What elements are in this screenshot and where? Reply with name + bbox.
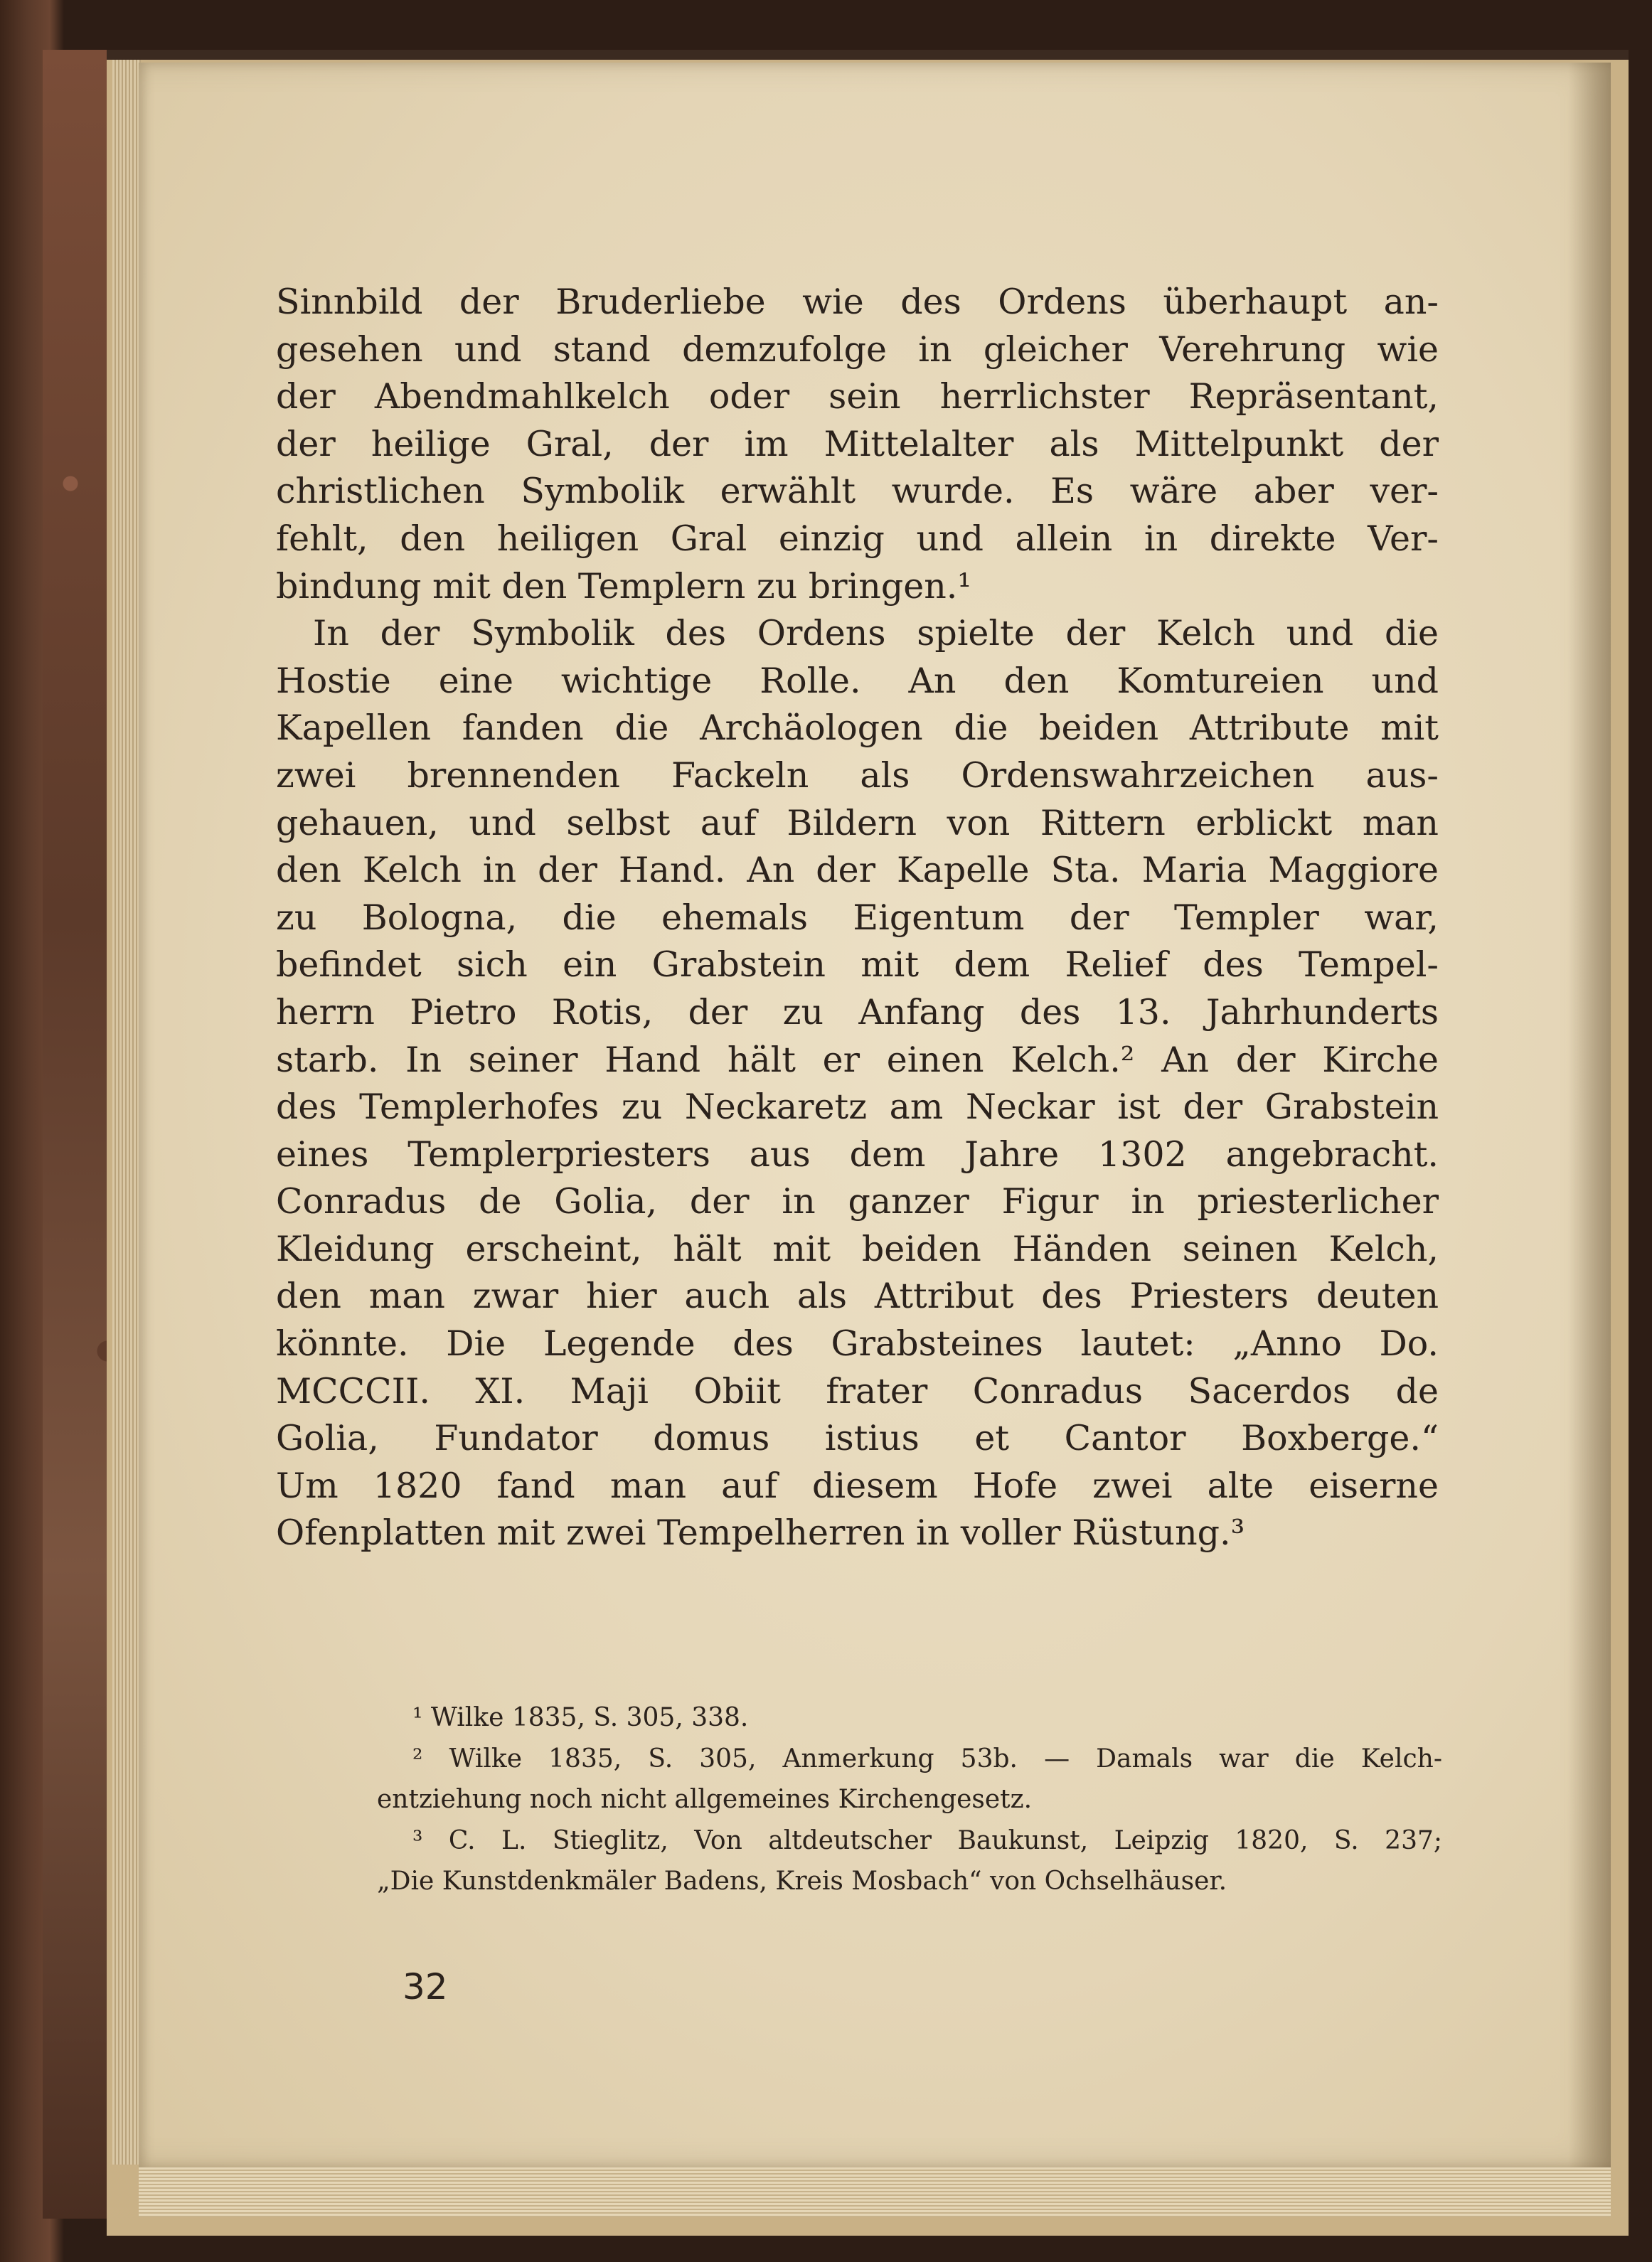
text-line: In der Symbolik des Ordens spielte der Kelch und die: [313, 613, 1439, 654]
text-line: MCCCII. XI. Maji Obiit frater Conradus Sacerdos de: [276, 1370, 1439, 1412]
text-line: christlichen Symbolik erwählt wurde. Es wäre aber ver-: [276, 471, 1439, 512]
text-line: gesehen und stand demzufolge in gleicher Verehrung wie: [276, 329, 1439, 370]
main-text: [276, 279, 1439, 1557]
text-line: den Kelch in der Hand. An der Kapelle Sta. Maria Maggiore: [276, 850, 1439, 891]
footnote-2-continued: entziehung noch nicht allgemeines Kirchengesetz.: [377, 1785, 1033, 1814]
text-line: starb. In seiner Hand hält er einen Kelch.² An der Kirche: [276, 1039, 1439, 1080]
text-line: des Templerhofes zu Neckaretz am Neckar ist der Grabstein: [276, 1087, 1439, 1128]
footnote-3-continued: „Die Kunstdenkmäler Badens, Kreis Mosbach“ von Ochselhäuser.: [377, 1867, 1227, 1896]
page-bottom-edges: [139, 2167, 1611, 2217]
text-line: Sinnbild der Bruderliebe wie des Ordens überhaupt an-: [276, 282, 1439, 322]
text-line: den man zwar hier auch als Attribut des Priesters deuten: [276, 1276, 1439, 1317]
text-line: der Abendmahlkelch oder sein herrlichster Repräsentant,: [276, 376, 1439, 417]
text-line: Um 1820 fand man auf diesem Hofe zwei alte eiserne: [276, 1465, 1439, 1506]
footnote-3: ³ C. L. Stieglitz, Von altdeutscher Baukunst, Leipzig 1820, S. 237;: [412, 1825, 1442, 1855]
text-line: Golia, Fundator domus istius et Cantor Boxberge.“: [276, 1418, 1439, 1459]
text-line: eines Templerpriesters aus dem Jahre 1302 angebracht.: [276, 1133, 1439, 1175]
gutter-shadow: [1568, 63, 1611, 2167]
text-line: Conradus de Golia, der in ganzer Figur in priesterlicher: [276, 1181, 1439, 1222]
text-line: Hostie eine wichtige Rolle. An den Komtureien und: [276, 660, 1439, 701]
text-line: Ofenplatten mit zwei Tempelherren in voller Rüstung.³: [276, 1513, 1245, 1554]
text-line: zwei brennenden Fackeln als Ordenswahrzeichen aus-: [276, 754, 1439, 796]
text-line: Kleidung erscheint, hält mit beiden Händen seinen Kelch,: [276, 1228, 1439, 1269]
text-line: könnte. Die Legende des Grabsteines lautet: „Anno Do.: [276, 1323, 1439, 1365]
text-line: fehlt, den heiligen Gral einzig und allein in direkte Ver-: [276, 518, 1439, 559]
footnotes: [377, 1697, 1442, 1902]
text-line: herrn Pietro Rotis, der zu Anfang des 13. Jahrhunderts: [276, 991, 1439, 1033]
text-line: gehauen, und selbst auf Bildern von Rittern erblickt man: [276, 802, 1439, 843]
text-line: Kapellen fanden die Archäologen die beiden Attribute mit: [276, 708, 1439, 749]
footnote-1: ¹ Wilke 1835, S. 305, 338.: [412, 1703, 749, 1732]
text-line: befindet sich ein Grabstein mit dem Relief des Tempel-: [276, 944, 1439, 986]
page-number: 32: [403, 1966, 448, 2007]
text-line: der heilige Gral, der im Mittelalter als Mittelpunkt der: [276, 423, 1439, 464]
page-edges: [112, 60, 141, 2165]
footnote-2: ² Wilke 1835, S. 305, Anmerkung 53b. — Damals war die Kelch-: [412, 1744, 1442, 1773]
text-line: bindung mit den Templern zu bringen.¹: [276, 565, 971, 607]
text-line: zu Bologna, die ehemals Eigentum der Templer war,: [276, 897, 1439, 938]
